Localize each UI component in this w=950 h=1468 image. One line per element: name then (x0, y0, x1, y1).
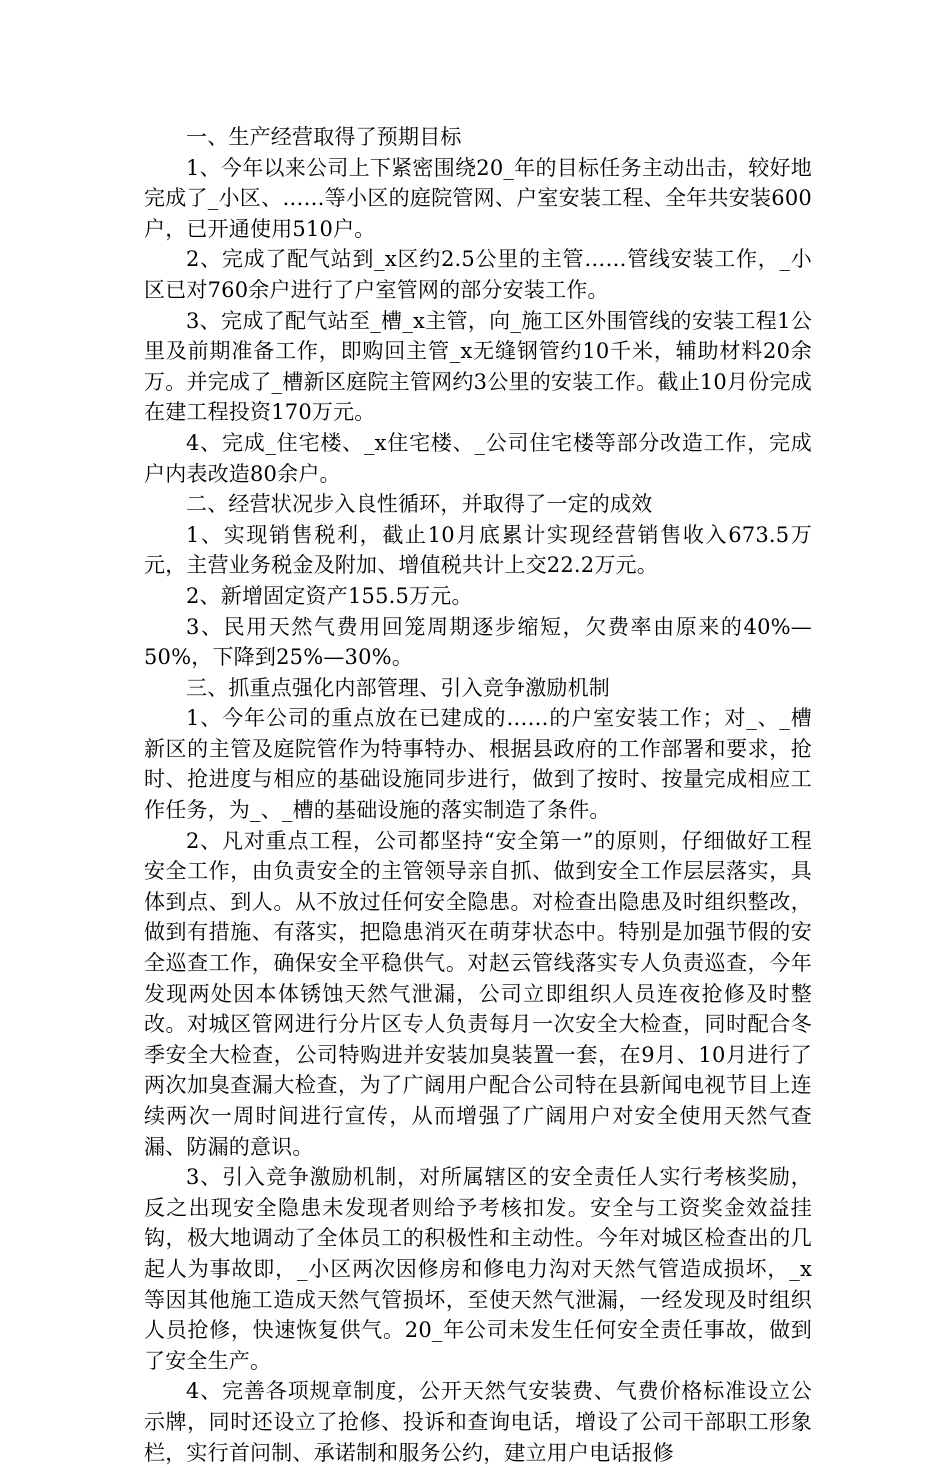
paragraph: 3、民用天然气费用回笼周期逐步缩短，欠费率由原来的40%—50%，下降到25%—30%。 (144, 614, 812, 670)
paragraph: 3、完成了配气站至_槽_x主管，向_施工区外围管线的安装工程1公里及前期准备工作，即购回主管_x无缝钢管约10千米，辅助材料20余万。并完成了_槽新区庭院主管网约3公里的安装工作。截止10月份完成在建工程投资170万元。 (144, 308, 812, 425)
paragraph: 1、今年公司的重点放在已建成的……的户室安装工作；对_、_槽新区的主管及庭院管作为特事特办、根据县政府的工作部署和要求，抢时、抢进度与相应的基础设施同步进行，做到了按时、按量完成相应工作任务，为_、_槽的基础设施的落实制造了条件。 (144, 706, 812, 823)
section-heading-3: 三、抓重点强化内部管理、引入竞争激励机制 (186, 675, 610, 700)
paragraph: 2、凡对重点工程，公司都坚持“安全第一”的原则，仔细做好工程安全工作，由负责安全的主管领导亲自抓、做到安全工作层层落实，具体到点、到人。从不放过任何安全隐患。对检查出隐患及时组织整改，做到有措施、有落实，把隐患消灭在萌芽状态中。特别是加强节假的安全巡查工作，确保安全平稳供气。对赵云管线落实专人负责巡查，今年发现两处因本体锈蚀天然气泄漏，公司立即组织人员连夜抢修及时整改。对城区管网进行分片区专人负责每月一次安全大检查，同时配合冬季安全大检查，公司特购进并安装加臭装置一套，在9月、10月进行了两次加臭查漏大检查，为了广阔用户配合公司特在县新闻电视节目上连续两次一周时间进行宣传，从而增强了广阔用户对安全使用天然气查漏、防漏的意识。 (144, 828, 812, 1159)
paragraph: 2、新增固定资产155.5万元。 (186, 583, 473, 608)
paragraph: 4、完成_住宅楼、_x住宅楼、_公司住宅楼等部分改造工作，完成户内表改造80余户。 (144, 430, 812, 486)
document-body (144, 122, 812, 1468)
paragraph: 1、实现销售税利，截止10月底累计实现经营销售收入673.5万元，主营业务税金及附加、增值税共计上交22.2万元。 (144, 522, 812, 578)
paragraph: 2、完成了配气站到_x区约2.5公里的主管……管线安装工作，_小区已对760余户进行了户室管网的部分安装工作。 (144, 247, 812, 302)
section-heading-1: 一、生产经营取得了预期目标 (186, 125, 462, 149)
paragraph: 1、今年以来公司上下紧密围绕20_年的目标任务主动出击，较好地完成了_小区、……等小区的庭院管网、户室安装工程、全年共安装600户，已开通使用510户。 (144, 155, 812, 241)
section-heading-2: 二、经营状况步入良性循环，并取得了一定的成效 (186, 492, 653, 517)
paragraph: 4、完善各项规章制度，公开天然气安装费、气费价格标准设立公示牌，同时还设立了抢修、投诉和查询电话，增设了公司干部职工形象栏，实行首问制、承诺制和服务公约，建立用户电话报修 (144, 1379, 812, 1465)
paragraph: 3、引入竞争激励机制，对所属辖区的安全责任人实行考核奖励，反之出现安全隐患未发现者则给予考核扣发。安全与工资奖金效益挂钩，极大地调动了全体员工的积极性和主动性。今年对城区检查出的几起人为事故即，_小区两次因修房和修电力沟对天然气管造成损坏，_x等因其他施工造成天然气管损坏，至使天然气泄漏，一经发现及时组织人员抢修，快速恢复供气。20_年公司未发生任何安全责任事故，做到了安全生产。 (144, 1165, 812, 1373)
